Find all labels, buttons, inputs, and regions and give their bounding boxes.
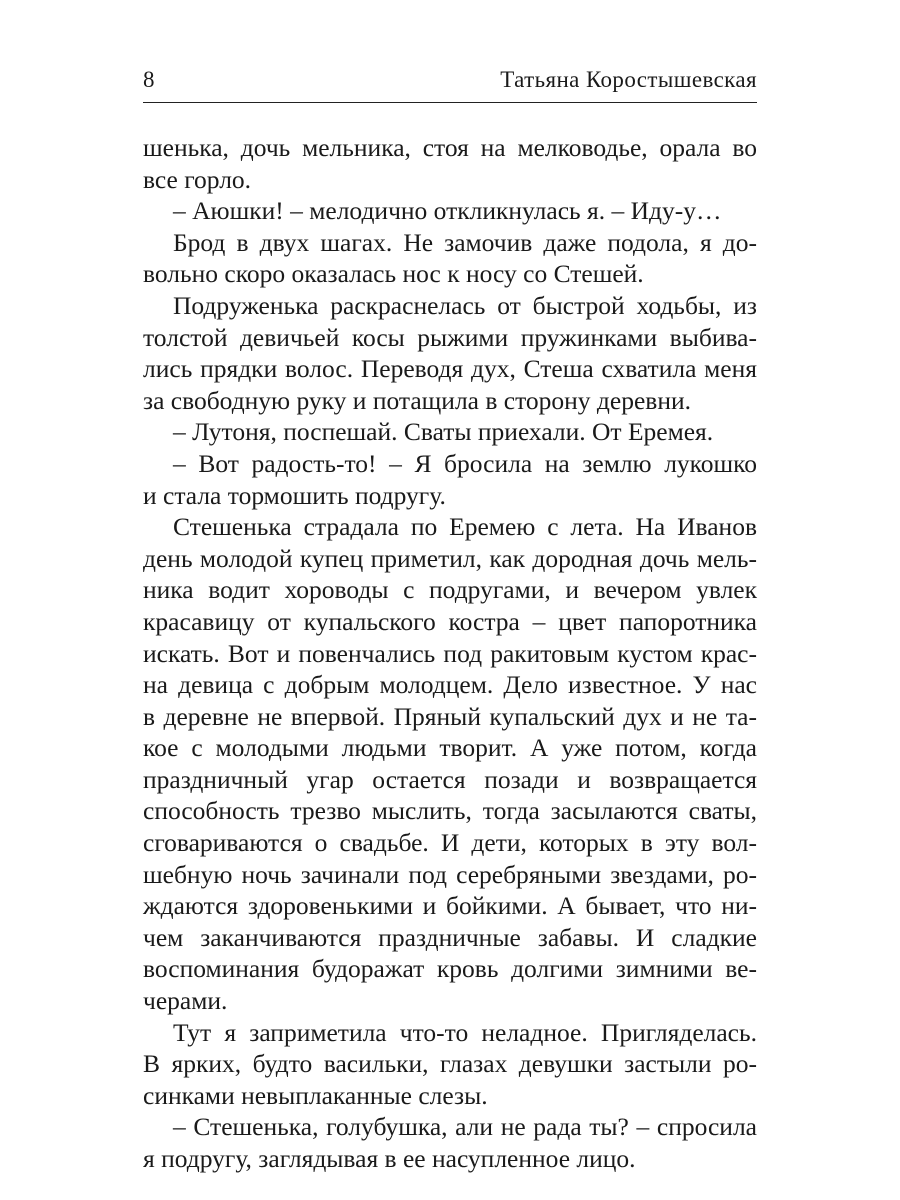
text-line: Подруженька раскраснелась от быстрой ходьбы, из (173, 290, 757, 320)
text-line: все горло. (143, 164, 252, 194)
text-line: на девица с добрым молодцем. Дело известное. У нас (143, 670, 757, 700)
text-line: ника водит хороводы с подругами, и вечером увлек (143, 575, 757, 605)
text-line: я подругу, заглядывая в ее насупленное лицо. (143, 1144, 636, 1173)
text-line: – Аюшки! – мелодично откликнулась я. – Иду-у… (173, 196, 722, 226)
text-line: вольно скоро оказалась нос к носу со Стешей. (143, 259, 644, 289)
text-line: чем заканчиваются праздничные забавы. И сладкие (143, 922, 757, 952)
text-line: праздничный угар остается позади и возвращается (143, 764, 757, 794)
text-line: – Стешенька, голубушка, али не рада ты? – спросила (173, 1112, 757, 1142)
running-header (143, 62, 757, 103)
text-line: сговариваются о свадьбе. И дети, которых в эту вол- (143, 828, 757, 858)
body-text (143, 132, 757, 1175)
text-line: лись прядки волос. Переводя дух, Стеша схватила меня (143, 354, 757, 384)
text-line: Брод в двух шагах. Не замочив даже подола, я до- (173, 227, 757, 257)
text-line: шенька, дочь мельника, стоя на мелководье, орала во (143, 133, 757, 162)
text-line: Стешенька страдала по Еремею с лета. На Иванов (173, 512, 757, 542)
text-line: и стала тормошить подругу. (143, 480, 446, 510)
text-line: красавицу от купальского костра – цвет папоротника (143, 606, 757, 636)
text-line: В ярких, будто васильки, глазах девушки застыли ро- (143, 1049, 757, 1079)
text-line: – Вот радость-то! – Я бросила на землю лукошко (173, 448, 757, 478)
text-line: воспоминания будоражат кровь долгими зимними ве- (143, 954, 757, 984)
text-line: кое с молодыми людьми творит. А уже потом, когда (143, 733, 757, 763)
text-line: Тут я заприметила что-то неладное. Пригляделась. (173, 1017, 757, 1047)
text-line: толстой девичьей косы рыжими пружинками выбива- (143, 322, 757, 352)
running-head-author: Татьяна Коростышевская (500, 67, 757, 92)
text-line: шебную ночь зачинали под серебряными звездами, ро- (143, 859, 757, 889)
text-line: способность трезво мыслить, тогда засылаются сваты, (143, 796, 757, 826)
text-line: синками невыплаканные слезы. (143, 1080, 488, 1110)
text-line: черами. (143, 986, 228, 1016)
text-line: за свободную руку и потащила в сторону деревни. (143, 385, 691, 415)
text-line: день молодой купец приметил, как дородная дочь мель- (143, 543, 757, 573)
page-number: 8 (143, 67, 155, 92)
text-line: ждаются здоровенькими и бойкими. А бывает, что ни- (143, 891, 757, 921)
text-line: искать. Вот и повенчались под ракитовым кустом крас- (143, 638, 757, 668)
text-line: – Лутоня, поспешай. Сваты приехали. От Еремея. (173, 417, 714, 447)
text-line: в деревне не впервой. Пряный купальский дух и не та- (143, 701, 757, 731)
